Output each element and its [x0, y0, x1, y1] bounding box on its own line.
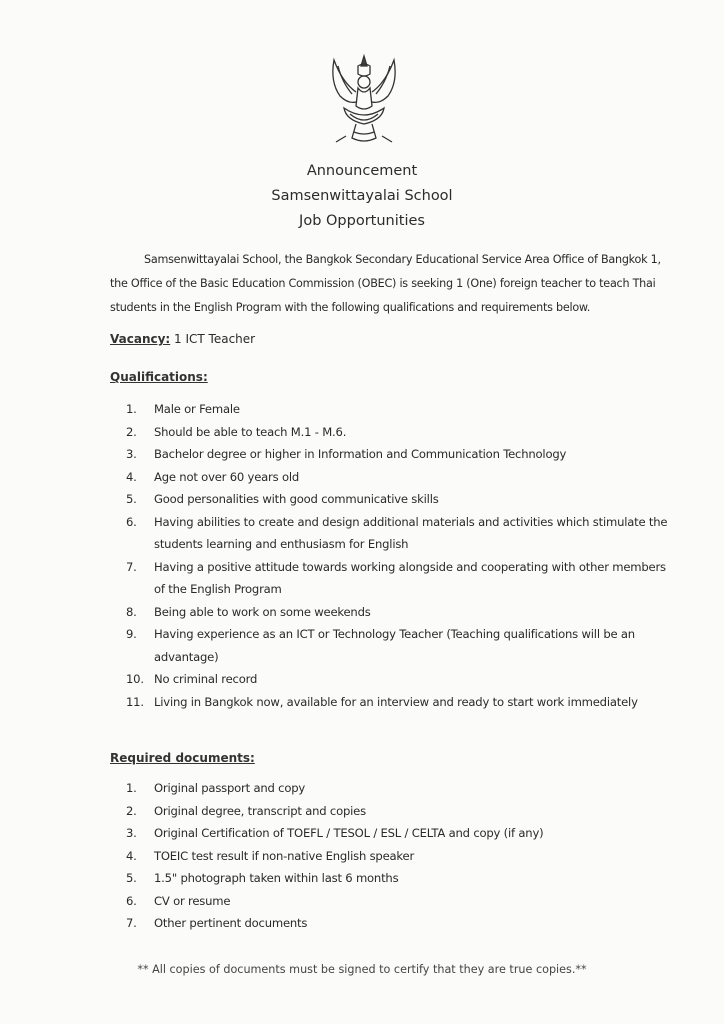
- item-number: 2.: [126, 424, 137, 439]
- list-item: [126, 398, 671, 421]
- item-text: Male or Female: [154, 402, 240, 416]
- qualifications-heading-text: Qualifications:: [110, 370, 208, 384]
- list-item: [126, 691, 671, 714]
- list-item: [126, 601, 671, 624]
- item-text: Having abilities to create and design additional materials and activities which stimulate the students learning and enthusiasm for English: [154, 514, 668, 551]
- item-text: Other pertinent documents: [154, 916, 308, 930]
- item-text: Having a positive attitude towards working alongside and cooperating with other members of the English Program: [154, 559, 666, 596]
- list-item: [126, 890, 671, 913]
- item-number: 9.: [126, 627, 137, 641]
- item-text: Having experience as an ICT or Technology Teacher (Teaching qualifications will be an advantage): [154, 627, 635, 664]
- item-text: CV or resume: [154, 893, 231, 908]
- list-item: [126, 668, 671, 691]
- required-documents-list: [126, 777, 671, 935]
- school-name: Samsenwittayalai School: [271, 188, 453, 204]
- list-item: [126, 845, 671, 868]
- item-number: 1.: [126, 781, 137, 795]
- item-number: 2.: [126, 803, 137, 818]
- item-text: 1.5" photograph taken within last 6 months: [154, 871, 399, 885]
- item-number: 10.: [126, 672, 144, 686]
- item-text: No criminal record: [154, 672, 258, 686]
- item-text: TOEIC test result if non-native English speaker: [154, 848, 415, 863]
- job-opportunities-subtitle: Job Opportunities: [299, 213, 425, 229]
- list-item: [126, 867, 671, 890]
- item-text: Living in Bangkok now, available for an interview and ready to start work immediately: [154, 694, 638, 709]
- item-number: 6.: [126, 514, 137, 529]
- list-item: [126, 912, 671, 935]
- footnote: ** All copies of documents must be signed to certify that they are true copies.**: [137, 963, 587, 976]
- item-number: 5.: [126, 492, 137, 506]
- vacancy-value: 1 ICT Teacher: [174, 332, 256, 346]
- item-text: Age not over 60 years old: [154, 469, 300, 484]
- item-number: 1.: [126, 402, 137, 416]
- item-text: Being able to work on some weekends: [154, 604, 371, 619]
- required-documents-heading-text: Required documents:: [110, 751, 255, 765]
- qualifications-list: [126, 398, 671, 713]
- vacancy-line: [110, 332, 255, 346]
- item-number: 6.: [126, 893, 137, 908]
- list-item: [126, 623, 671, 668]
- vacancy-label: Vacancy:: [110, 332, 171, 346]
- list-item: [126, 800, 671, 823]
- item-number: 7.: [126, 559, 137, 574]
- item-text: Bachelor degree or higher in Information and Communication Technology: [154, 447, 567, 461]
- announcement-title: Announcement: [306, 163, 418, 179]
- item-number: 7.: [126, 916, 137, 930]
- item-text: Should be able to teach M.1 - M.6.: [154, 424, 347, 439]
- list-item: [126, 822, 671, 845]
- intro-text: Samsenwittayalai School, the Bangkok Secondary Educational Service Area Office of Bangkok 1, the Office of the Basic Education Commission (OBEC) is seeking 1 (One) foreign teacher to teach Thai students in the English Program with the following qualifications and requirements below.: [110, 253, 661, 314]
- item-number: 4.: [126, 469, 137, 484]
- item-number: 8.: [126, 604, 137, 619]
- garuda-emblem-icon: [326, 52, 402, 148]
- item-text: Original degree, transcript and copies: [154, 803, 366, 818]
- item-number: 5.: [126, 871, 137, 885]
- item-number: 3.: [126, 826, 137, 840]
- item-text: Original passport and copy: [154, 781, 306, 795]
- item-text: Original Certification of TOEFL / TESOL / ESL / CELTA and copy (if any): [154, 826, 544, 840]
- item-number: 11.: [126, 694, 144, 709]
- list-item: [126, 777, 671, 800]
- list-item: [126, 421, 671, 444]
- list-item: [126, 443, 671, 466]
- intro-paragraph: [110, 248, 670, 320]
- item-text: Good personalities with good communicative skills: [154, 492, 439, 506]
- list-item: [126, 488, 671, 511]
- list-item: [126, 466, 671, 489]
- item-number: 4.: [126, 848, 137, 863]
- item-number: 3.: [126, 447, 137, 461]
- required-documents-heading: [110, 751, 255, 765]
- list-item: [126, 511, 671, 556]
- qualifications-heading: [110, 370, 208, 384]
- list-item: [126, 556, 671, 601]
